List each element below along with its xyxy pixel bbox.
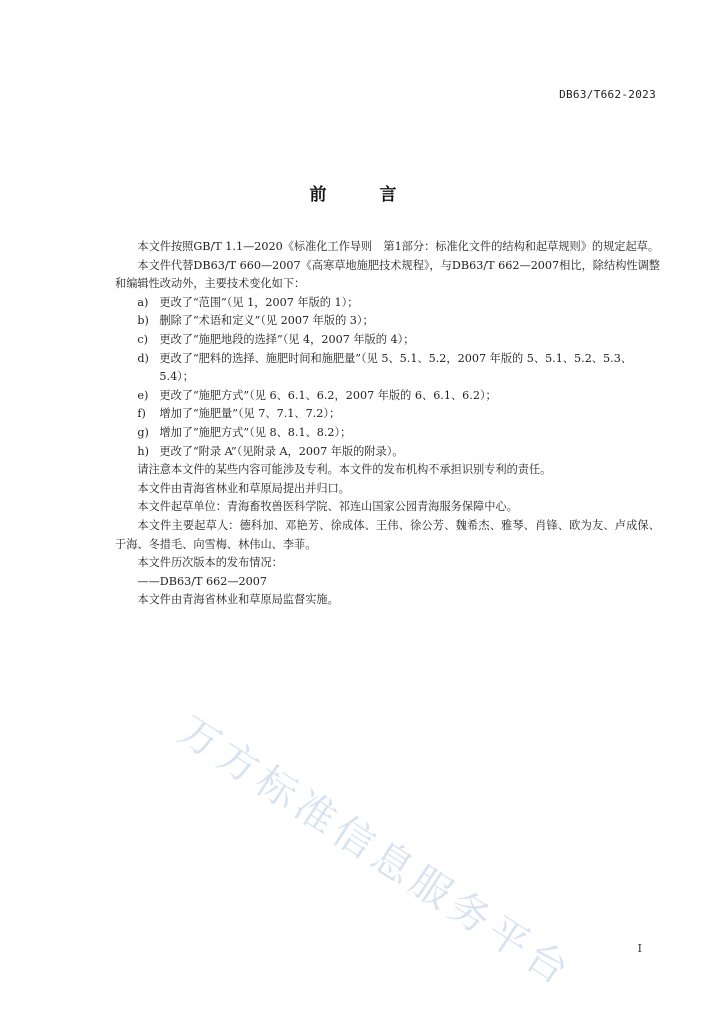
list-item-text: 增加了“施肥量”（见 7、7.1、7.2）； bbox=[159, 407, 341, 421]
list-marker: c) bbox=[137, 332, 149, 346]
list-item-text: 更改了“施肥地段的选择”（见 4，2007 年版的 4）； bbox=[159, 332, 415, 346]
list-item bbox=[137, 387, 660, 406]
list-item-text: 删除了“术语和定义”（见 2007 年版的 3）； bbox=[159, 314, 374, 328]
document-code: DB63/T662-2023 bbox=[559, 88, 656, 101]
paragraph-drafting-rules: 本文件按照GB/T 1.1—2020《标准化工作导则 第1部分：标准化文件的结构和起草规则》的规定起草。 bbox=[137, 240, 660, 253]
changes-list bbox=[115, 294, 660, 461]
list-item-text: 更改了“范围”（见 1，2007 年版的 1）； bbox=[159, 295, 359, 309]
list-item bbox=[137, 443, 660, 462]
list-marker: h) bbox=[137, 444, 149, 458]
watermark: 万方标准信息服务平台 bbox=[170, 707, 581, 997]
list-marker: d) bbox=[137, 351, 149, 365]
list-marker: g) bbox=[137, 425, 149, 439]
proposed-by-statement: 本文件由青海省林业和草原局提出并归口。 bbox=[137, 481, 350, 495]
list-item-text: 更改了“附录 A”（见附录 A，2007 年版的附录）。 bbox=[159, 444, 404, 458]
page-number: I bbox=[637, 942, 642, 955]
list-item bbox=[137, 312, 660, 331]
list-item bbox=[137, 405, 660, 424]
list-item-text: 更改了“肥料的选择、施肥时间和施肥量”（见 5、5.1、5.2，2007 年版的 5、5.1、5.2、5.3、5.4）； bbox=[159, 351, 633, 384]
section-title: 前 言 bbox=[309, 185, 415, 205]
list-marker: a) bbox=[137, 295, 149, 309]
drafters-statement: 本文件主要起草人：德科加、邓艳芳、徐成体、王伟、徐公芳、魏希杰、雅琴、肖锋、欧为友、卢成保、于海、冬措毛、向雪梅、林伟山、李菲。 bbox=[115, 518, 660, 551]
list-marker: e) bbox=[137, 388, 149, 402]
list-item bbox=[137, 350, 660, 387]
foreword-body bbox=[115, 238, 660, 610]
drafting-units-statement: 本文件起草单位：青海畜牧兽医科学院、祁连山国家公园青海服务保障中心。 bbox=[137, 500, 518, 514]
list-item-text: 增加了“施肥方式”（见 8、8.1、8.2）； bbox=[159, 425, 352, 439]
patent-statement: 请注意本文件的某些内容可能涉及专利。本文件的发布机构不承担识别专利的责任。 bbox=[137, 463, 552, 477]
list-item bbox=[137, 331, 660, 350]
list-item bbox=[137, 294, 660, 313]
list-item bbox=[137, 424, 660, 443]
paragraph-replacement: 本文件代替DB63/T 660—2007《高寒草地施肥技术规程》，与DB63/T 662—2007相比，除结构性调整和编辑性改动外，主要技术变化如下： bbox=[115, 258, 660, 291]
list-marker: b) bbox=[137, 314, 149, 328]
history-label: 本文件历次版本的发布情况： bbox=[137, 556, 283, 570]
list-item-text: 更改了“施肥方式”（见 6、6.1、6.2，2007 年版的 6、6.1、6.2）； bbox=[159, 388, 497, 402]
list-marker: f) bbox=[137, 407, 146, 421]
supervision-statement: 本文件由青海省林业和草原局监督实施。 bbox=[137, 593, 339, 607]
history-item: ——DB63/T 662—2007 bbox=[137, 574, 267, 588]
